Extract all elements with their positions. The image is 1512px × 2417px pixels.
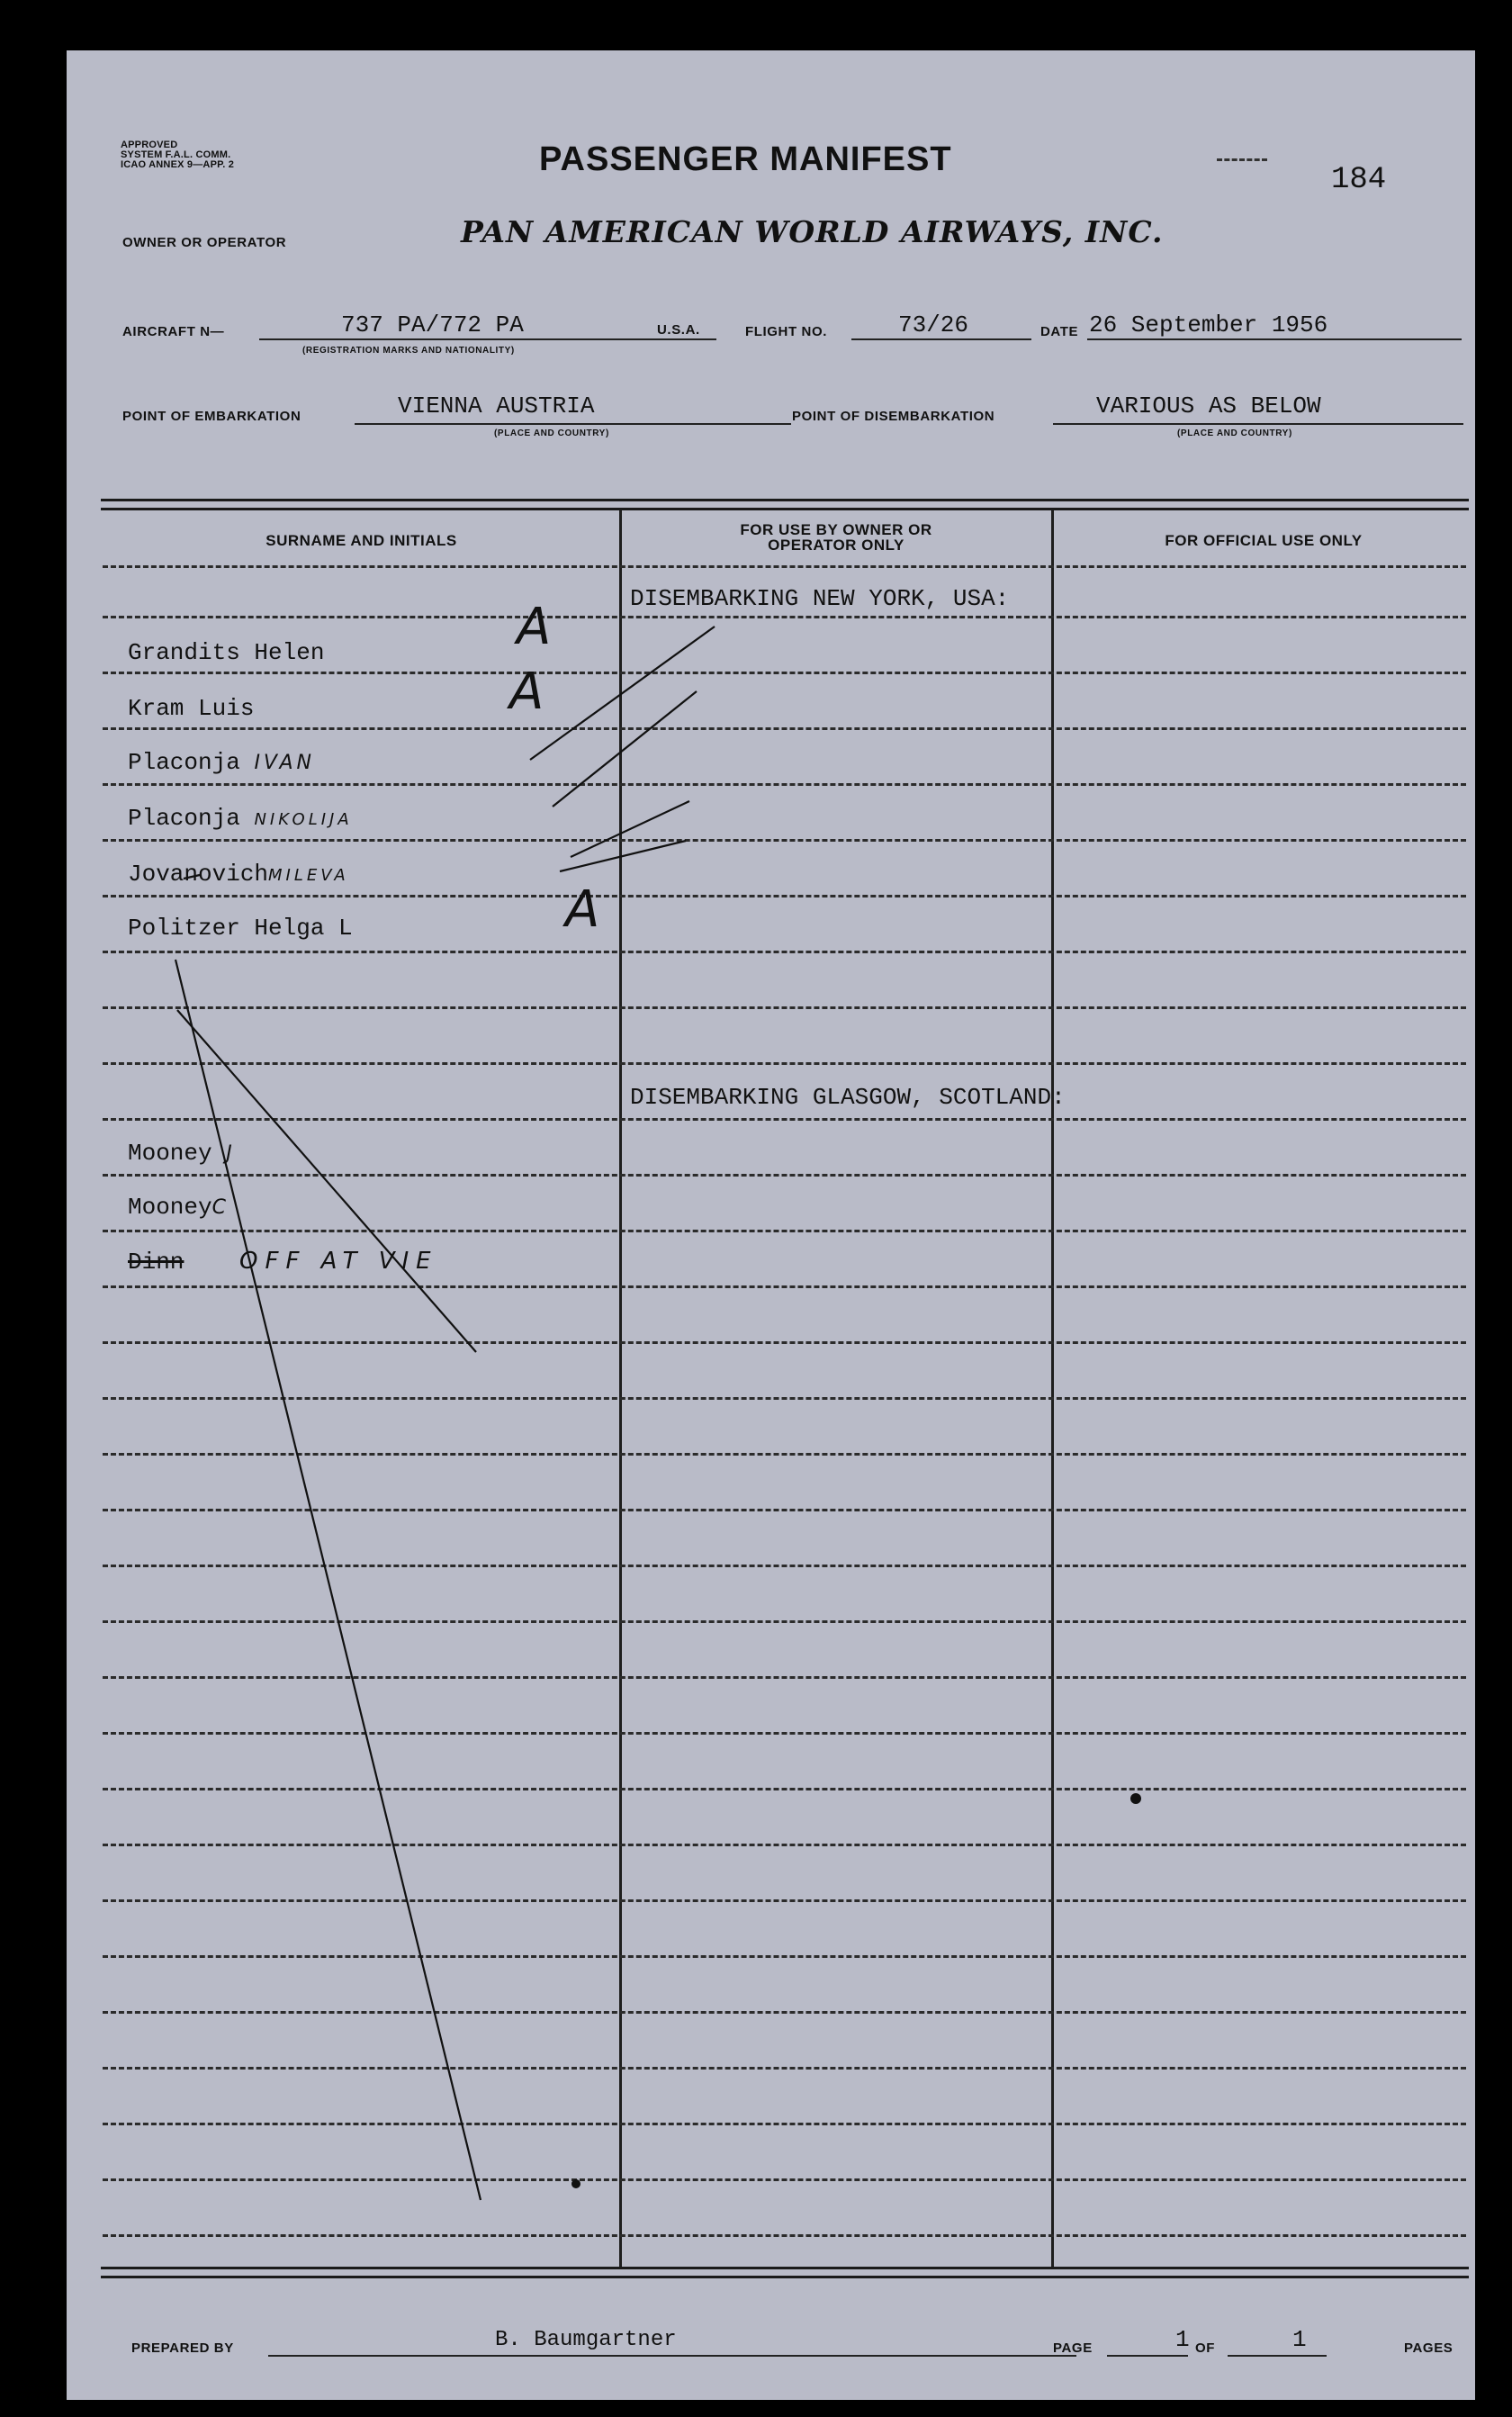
passenger-handwritten-note: OFF AT VIE xyxy=(239,1248,438,1275)
arrival-mark: A xyxy=(565,880,600,939)
registration-caption: (REGISTRATION MARKS AND NATIONALITY) xyxy=(302,346,515,356)
flight-label: FLIGHT NO. xyxy=(745,324,827,339)
surname-column-header: SURNAME AND INITIALS xyxy=(266,532,457,549)
embarkation-point: VIENNA AUSTRIA xyxy=(398,392,595,419)
page-label: PAGE xyxy=(1053,2340,1093,2356)
document-title: PASSENGER MANIFEST xyxy=(539,140,952,178)
strike-stroke xyxy=(184,875,200,879)
flight-number: 73/26 xyxy=(898,311,969,338)
disembarkation-caption: (PLACE AND COUNTRY) xyxy=(1177,428,1292,438)
prepared-by-name: B. Baumgartner xyxy=(495,2328,677,2352)
passenger-typed-name: Grandits Helen xyxy=(128,639,325,666)
passenger-typed-name: Mooney xyxy=(128,1194,212,1221)
ink-blot xyxy=(1130,1793,1141,1804)
check-stroke xyxy=(571,801,689,857)
passenger-typed-name: Placonja xyxy=(128,749,240,776)
check-stroke xyxy=(530,627,715,760)
passenger-handwritten-name: MILEVA xyxy=(268,866,349,885)
passenger-typed-name: Placonja xyxy=(128,805,240,832)
document-number: 184 xyxy=(1331,163,1387,197)
embarkation-label: POINT OF EMBARKATION xyxy=(122,409,302,424)
section-heading-glasgow: DISEMBARKING GLASGOW, SCOTLAND: xyxy=(630,1084,1066,1111)
passenger-typed-name: Mooney xyxy=(128,1140,212,1167)
handwritten-strokes xyxy=(67,50,1475,2400)
owner-label: OWNER OR OPERATOR xyxy=(122,235,287,250)
page-number: 1 xyxy=(1175,2326,1190,2353)
arrival-mark: A xyxy=(509,663,544,721)
check-stroke xyxy=(560,841,686,871)
flight-date: 26 September 1956 xyxy=(1089,311,1328,338)
approval-line-2: SYSTEM F.A.L. COMM. xyxy=(121,149,231,160)
official-use-column-header: FOR OFFICIAL USE ONLY xyxy=(1165,532,1363,549)
country-label: U.S.A. xyxy=(657,322,700,338)
approval-line-1: APPROVED xyxy=(121,140,178,150)
passenger-typed-name: Jovanovich xyxy=(128,861,269,888)
prepared-by-label: PREPARED BY xyxy=(131,2340,234,2356)
check-stroke xyxy=(553,691,697,807)
ink-dot xyxy=(572,2179,580,2188)
section-heading-new-york: DISEMBARKING NEW YORK, USA: xyxy=(630,585,1010,612)
passenger-handwritten-name: NIKOLIJA xyxy=(254,810,353,829)
embarkation-caption: (PLACE AND COUNTRY) xyxy=(494,428,609,438)
passenger-handwritten-name: IVAN xyxy=(254,752,315,774)
of-label: OF xyxy=(1195,2340,1216,2356)
owner-use-column-header: FOR USE BY OWNER OR OPERATOR ONLY xyxy=(740,521,932,554)
approval-line-3: ICAO ANNEX 9—APP. 2 xyxy=(121,159,235,170)
date-label: DATE xyxy=(1040,324,1079,339)
aircraft-label: AIRCRAFT N— xyxy=(122,324,225,339)
owner-operator-name: PAN AMERICAN WORLD AIRWAYS, INC. xyxy=(461,214,1164,249)
pages-label: PAGES xyxy=(1404,2340,1454,2356)
cancel-diagonal-stroke xyxy=(177,1010,476,1352)
passenger-typed-name: Kram Luis xyxy=(128,695,255,722)
disembarkation-point: VARIOUS AS BELOW xyxy=(1096,392,1321,419)
aircraft-registration: 737 PA/772 PA xyxy=(341,311,524,338)
passenger-handwritten-name: J xyxy=(226,1142,236,1165)
long-diagonal-stroke xyxy=(176,960,481,2200)
arrival-mark: A xyxy=(517,598,552,656)
passenger-typed-name-struck: Dinn xyxy=(128,1249,184,1276)
passenger-handwritten-name: C xyxy=(212,1196,230,1219)
manifest-sheet xyxy=(67,50,1475,2400)
disembarkation-label: POINT OF DISEMBARKATION xyxy=(792,409,995,424)
passenger-typed-name: Politzer Helga L xyxy=(128,915,353,942)
page-total: 1 xyxy=(1292,2326,1307,2353)
